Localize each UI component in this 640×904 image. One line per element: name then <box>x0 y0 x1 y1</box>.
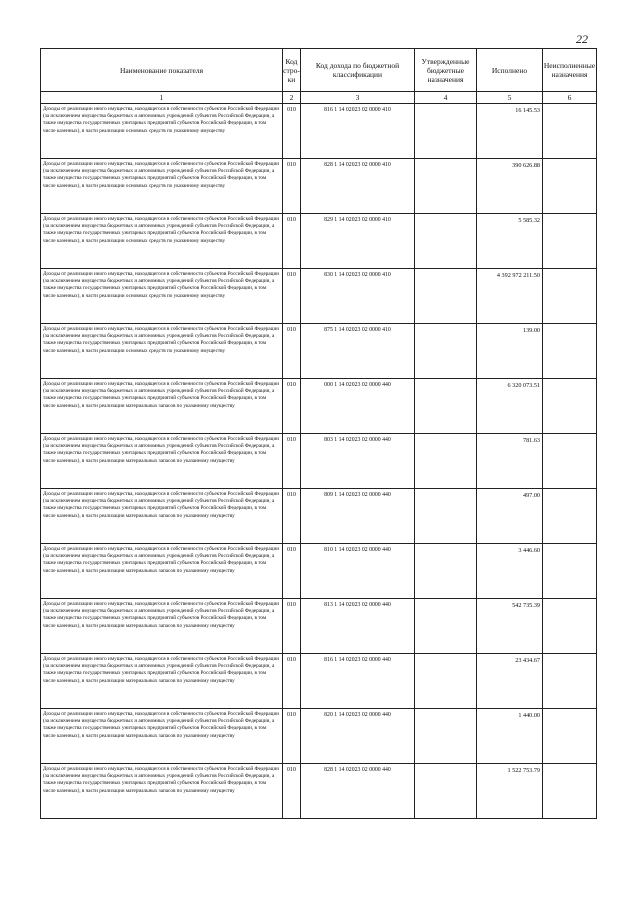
income-report-table <box>40 48 597 819</box>
column-index: 3 <box>301 92 415 104</box>
indicator-name: Доходы от реализации иного имущества, находящегося в собственности субъектов Российской Федерации (за исключением имущества бюджетных и автономных учреждений субъектов Российской Федерации, а также имущества государственных унитарных предприятий субъектов Российской Федерации, в том числе казенных), в части реализации материальных запасов по указанному имуществу <box>41 544 283 599</box>
executed-amount: 4 392 972 211.50 <box>477 269 543 324</box>
header-unexecuted: Неисполненные назначения <box>543 49 597 92</box>
approved-amount <box>415 709 477 764</box>
income-code: 820 1 14 02023 02 0000 440 <box>301 709 415 764</box>
approved-amount <box>415 379 477 434</box>
approved-amount <box>415 104 477 159</box>
table-row <box>41 379 597 434</box>
approved-amount <box>415 434 477 489</box>
indicator-name: Доходы от реализации иного имущества, находящегося в собственности субъектов Российской Федерации (за исключением имущества бюджетных и автономных учреждений субъектов Российской Федерации, а также имущества государственных унитарных предприятий субъектов Российской Федерации, в том числе казенных), в части реализации материальных запасов по указанному имуществу <box>41 599 283 654</box>
column-index: 2 <box>283 92 301 104</box>
income-code: 810 1 14 02023 02 0000 440 <box>301 544 415 599</box>
approved-amount <box>415 269 477 324</box>
unexecuted-amount <box>543 379 597 434</box>
income-code: 828 1 14 02023 02 0000 440 <box>301 764 415 819</box>
line-code: 010 <box>283 269 301 324</box>
income-code: 000 1 14 02023 02 0000 440 <box>301 379 415 434</box>
income-code: 828 1 14 02023 02 0000 410 <box>301 159 415 214</box>
table-row <box>41 324 597 379</box>
table-row <box>41 434 597 489</box>
executed-amount: 5 585.32 <box>477 214 543 269</box>
table-row <box>41 709 597 764</box>
table-header-row <box>41 49 597 92</box>
unexecuted-amount <box>543 544 597 599</box>
unexecuted-amount <box>543 489 597 544</box>
approved-amount <box>415 654 477 709</box>
table-row <box>41 214 597 269</box>
indicator-name: Доходы от реализации иного имущества, находящегося в собственности субъектов Российской Федерации (за исключением имущества бюджетных и автономных учреждений субъектов Российской Федерации, а также имущества государственных унитарных предприятий субъектов Российской Федерации, в том числе казенных), в части реализации материальных запасов по указанному имуществу <box>41 379 283 434</box>
indicator-name: Доходы от реализации иного имущества, находящегося в собственности субъектов Российской Федерации (за исключением имущества бюджетных и автономных учреждений субъектов Российской Федерации, а также имущества государственных унитарных предприятий субъектов Российской Федерации, в том числе казенных), в части реализации материальных запасов по указанному имуществу <box>41 764 283 819</box>
page-number: 22 <box>576 32 588 46</box>
unexecuted-amount <box>543 764 597 819</box>
indicator-name: Доходы от реализации иного имущества, находящегося в собственности субъектов Российской Федерации (за исключением имущества бюджетных и автономных учреждений субъектов Российской Федерации, а также имущества государственных унитарных предприятий субъектов Российской Федерации, в том числе казенных), в части реализации материальных запасов по указанному имуществу <box>41 654 283 709</box>
column-index: 5 <box>477 92 543 104</box>
executed-amount: 542 735.39 <box>477 599 543 654</box>
executed-amount: 390 626.88 <box>477 159 543 214</box>
executed-amount: 3 446.60 <box>477 544 543 599</box>
table-row <box>41 544 597 599</box>
line-code: 010 <box>283 434 301 489</box>
table-row <box>41 104 597 159</box>
column-index-row <box>41 92 597 104</box>
income-code: 809 1 14 02023 02 0000 440 <box>301 489 415 544</box>
column-index: 4 <box>415 92 477 104</box>
line-code: 010 <box>283 159 301 214</box>
table-row <box>41 599 597 654</box>
table-row <box>41 764 597 819</box>
income-code: 816 1 14 02023 02 0000 410 <box>301 104 415 159</box>
header-approved: Утвержденные бюджетные назначения <box>415 49 477 92</box>
income-code: 803 1 14 02023 02 0000 440 <box>301 434 415 489</box>
indicator-name: Доходы от реализации иного имущества, находящегося в собственности субъектов Российской Федерации (за исключением имущества бюджетных и автономных учреждений субъектов Российской Федерации, а также имущества государственных унитарных предприятий субъектов Российской Федерации, в том числе казенных), в части реализации материальных запасов по указанному имуществу <box>41 489 283 544</box>
income-code: 875 1 14 02023 02 0000 410 <box>301 324 415 379</box>
unexecuted-amount <box>543 434 597 489</box>
indicator-name: Доходы от реализации иного имущества, находящегося в собственности субъектов Российской Федерации (за исключением имущества бюджетных и автономных учреждений субъектов Российской Федерации, а также имущества государственных унитарных предприятий субъектов Российской Федерации, в том числе казенных), в части реализации материальных запасов по указанному имуществу <box>41 434 283 489</box>
income-code: 816 1 14 02023 02 0000 440 <box>301 654 415 709</box>
line-code: 010 <box>283 104 301 159</box>
unexecuted-amount <box>543 159 597 214</box>
approved-amount <box>415 544 477 599</box>
income-code: 830 1 14 02023 02 0000 410 <box>301 269 415 324</box>
unexecuted-amount <box>543 599 597 654</box>
table-row <box>41 269 597 324</box>
approved-amount <box>415 764 477 819</box>
income-code: 829 1 14 02023 02 0000 410 <box>301 214 415 269</box>
table-row <box>41 159 597 214</box>
line-code: 010 <box>283 654 301 709</box>
executed-amount: 1 522 753.79 <box>477 764 543 819</box>
table-row <box>41 489 597 544</box>
header-income-code: Код дохода по бюджетной классификации <box>301 49 415 92</box>
executed-amount: 781.63 <box>477 434 543 489</box>
line-code: 010 <box>283 324 301 379</box>
line-code: 010 <box>283 599 301 654</box>
unexecuted-amount <box>543 269 597 324</box>
column-index: 6 <box>543 92 597 104</box>
indicator-name: Доходы от реализации иного имущества, находящегося в собственности субъектов Российской Федерации (за исключением имущества бюджетных и автономных учреждений субъектов Российской Федерации, а также имущества государственных унитарных предприятий субъектов Российской Федерации, в том числе казенных), в части реализации основных средств по указанному имуществу <box>41 104 283 159</box>
executed-amount: 23 434.67 <box>477 654 543 709</box>
unexecuted-amount <box>543 654 597 709</box>
executed-amount: 139.00 <box>477 324 543 379</box>
executed-amount: 16 145.53 <box>477 104 543 159</box>
income-code: 813 1 14 02023 02 0000 440 <box>301 599 415 654</box>
indicator-name: Доходы от реализации иного имущества, находящегося в собственности субъектов Российской Федерации (за исключением имущества бюджетных и автономных учреждений субъектов Российской Федерации, а также имущества государственных унитарных предприятий субъектов Российской Федерации, в том числе казенных), в части реализации основных средств по указанному имуществу <box>41 324 283 379</box>
approved-amount <box>415 324 477 379</box>
line-code: 010 <box>283 764 301 819</box>
executed-amount: 6 320 073.51 <box>477 379 543 434</box>
line-code: 010 <box>283 544 301 599</box>
executed-amount: 1 440.00 <box>477 709 543 764</box>
unexecuted-amount <box>543 104 597 159</box>
approved-amount <box>415 599 477 654</box>
line-code: 010 <box>283 214 301 269</box>
header-line-code: Код стро-ки <box>283 49 301 92</box>
unexecuted-amount <box>543 709 597 764</box>
unexecuted-amount <box>543 324 597 379</box>
indicator-name: Доходы от реализации иного имущества, находящегося в собственности субъектов Российской Федерации (за исключением имущества бюджетных и автономных учреждений субъектов Российской Федерации, а также имущества государственных унитарных предприятий субъектов Российской Федерации, в том числе казенных), в части реализации основных средств по указанному имуществу <box>41 159 283 214</box>
header-executed: Исполнено <box>477 49 543 92</box>
indicator-name: Доходы от реализации иного имущества, находящегося в собственности субъектов Российской Федерации (за исключением имущества бюджетных и автономных учреждений субъектов Российской Федерации, а также имущества государственных унитарных предприятий субъектов Российской Федерации, в том числе казенных), в части реализации основных средств по указанному имуществу <box>41 214 283 269</box>
unexecuted-amount <box>543 214 597 269</box>
indicator-name: Доходы от реализации иного имущества, находящегося в собственности субъектов Российской Федерации (за исключением имущества бюджетных и автономных учреждений субъектов Российской Федерации, а также имущества государственных унитарных предприятий субъектов Российской Федерации, в том числе казенных), в части реализации основных средств по указанному имуществу <box>41 269 283 324</box>
approved-amount <box>415 214 477 269</box>
approved-amount <box>415 489 477 544</box>
line-code: 010 <box>283 709 301 764</box>
header-indicator-name: Наименование показателя <box>41 49 283 92</box>
line-code: 010 <box>283 379 301 434</box>
executed-amount: 497.00 <box>477 489 543 544</box>
column-index: 1 <box>41 92 283 104</box>
indicator-name: Доходы от реализации иного имущества, находящегося в собственности субъектов Российской Федерации (за исключением имущества бюджетных и автономных учреждений субъектов Российской Федерации, а также имущества государственных унитарных предприятий субъектов Российской Федерации, в том числе казенных), в части реализации материальных запасов по указанному имуществу <box>41 709 283 764</box>
table-row <box>41 654 597 709</box>
line-code: 010 <box>283 489 301 544</box>
approved-amount <box>415 159 477 214</box>
